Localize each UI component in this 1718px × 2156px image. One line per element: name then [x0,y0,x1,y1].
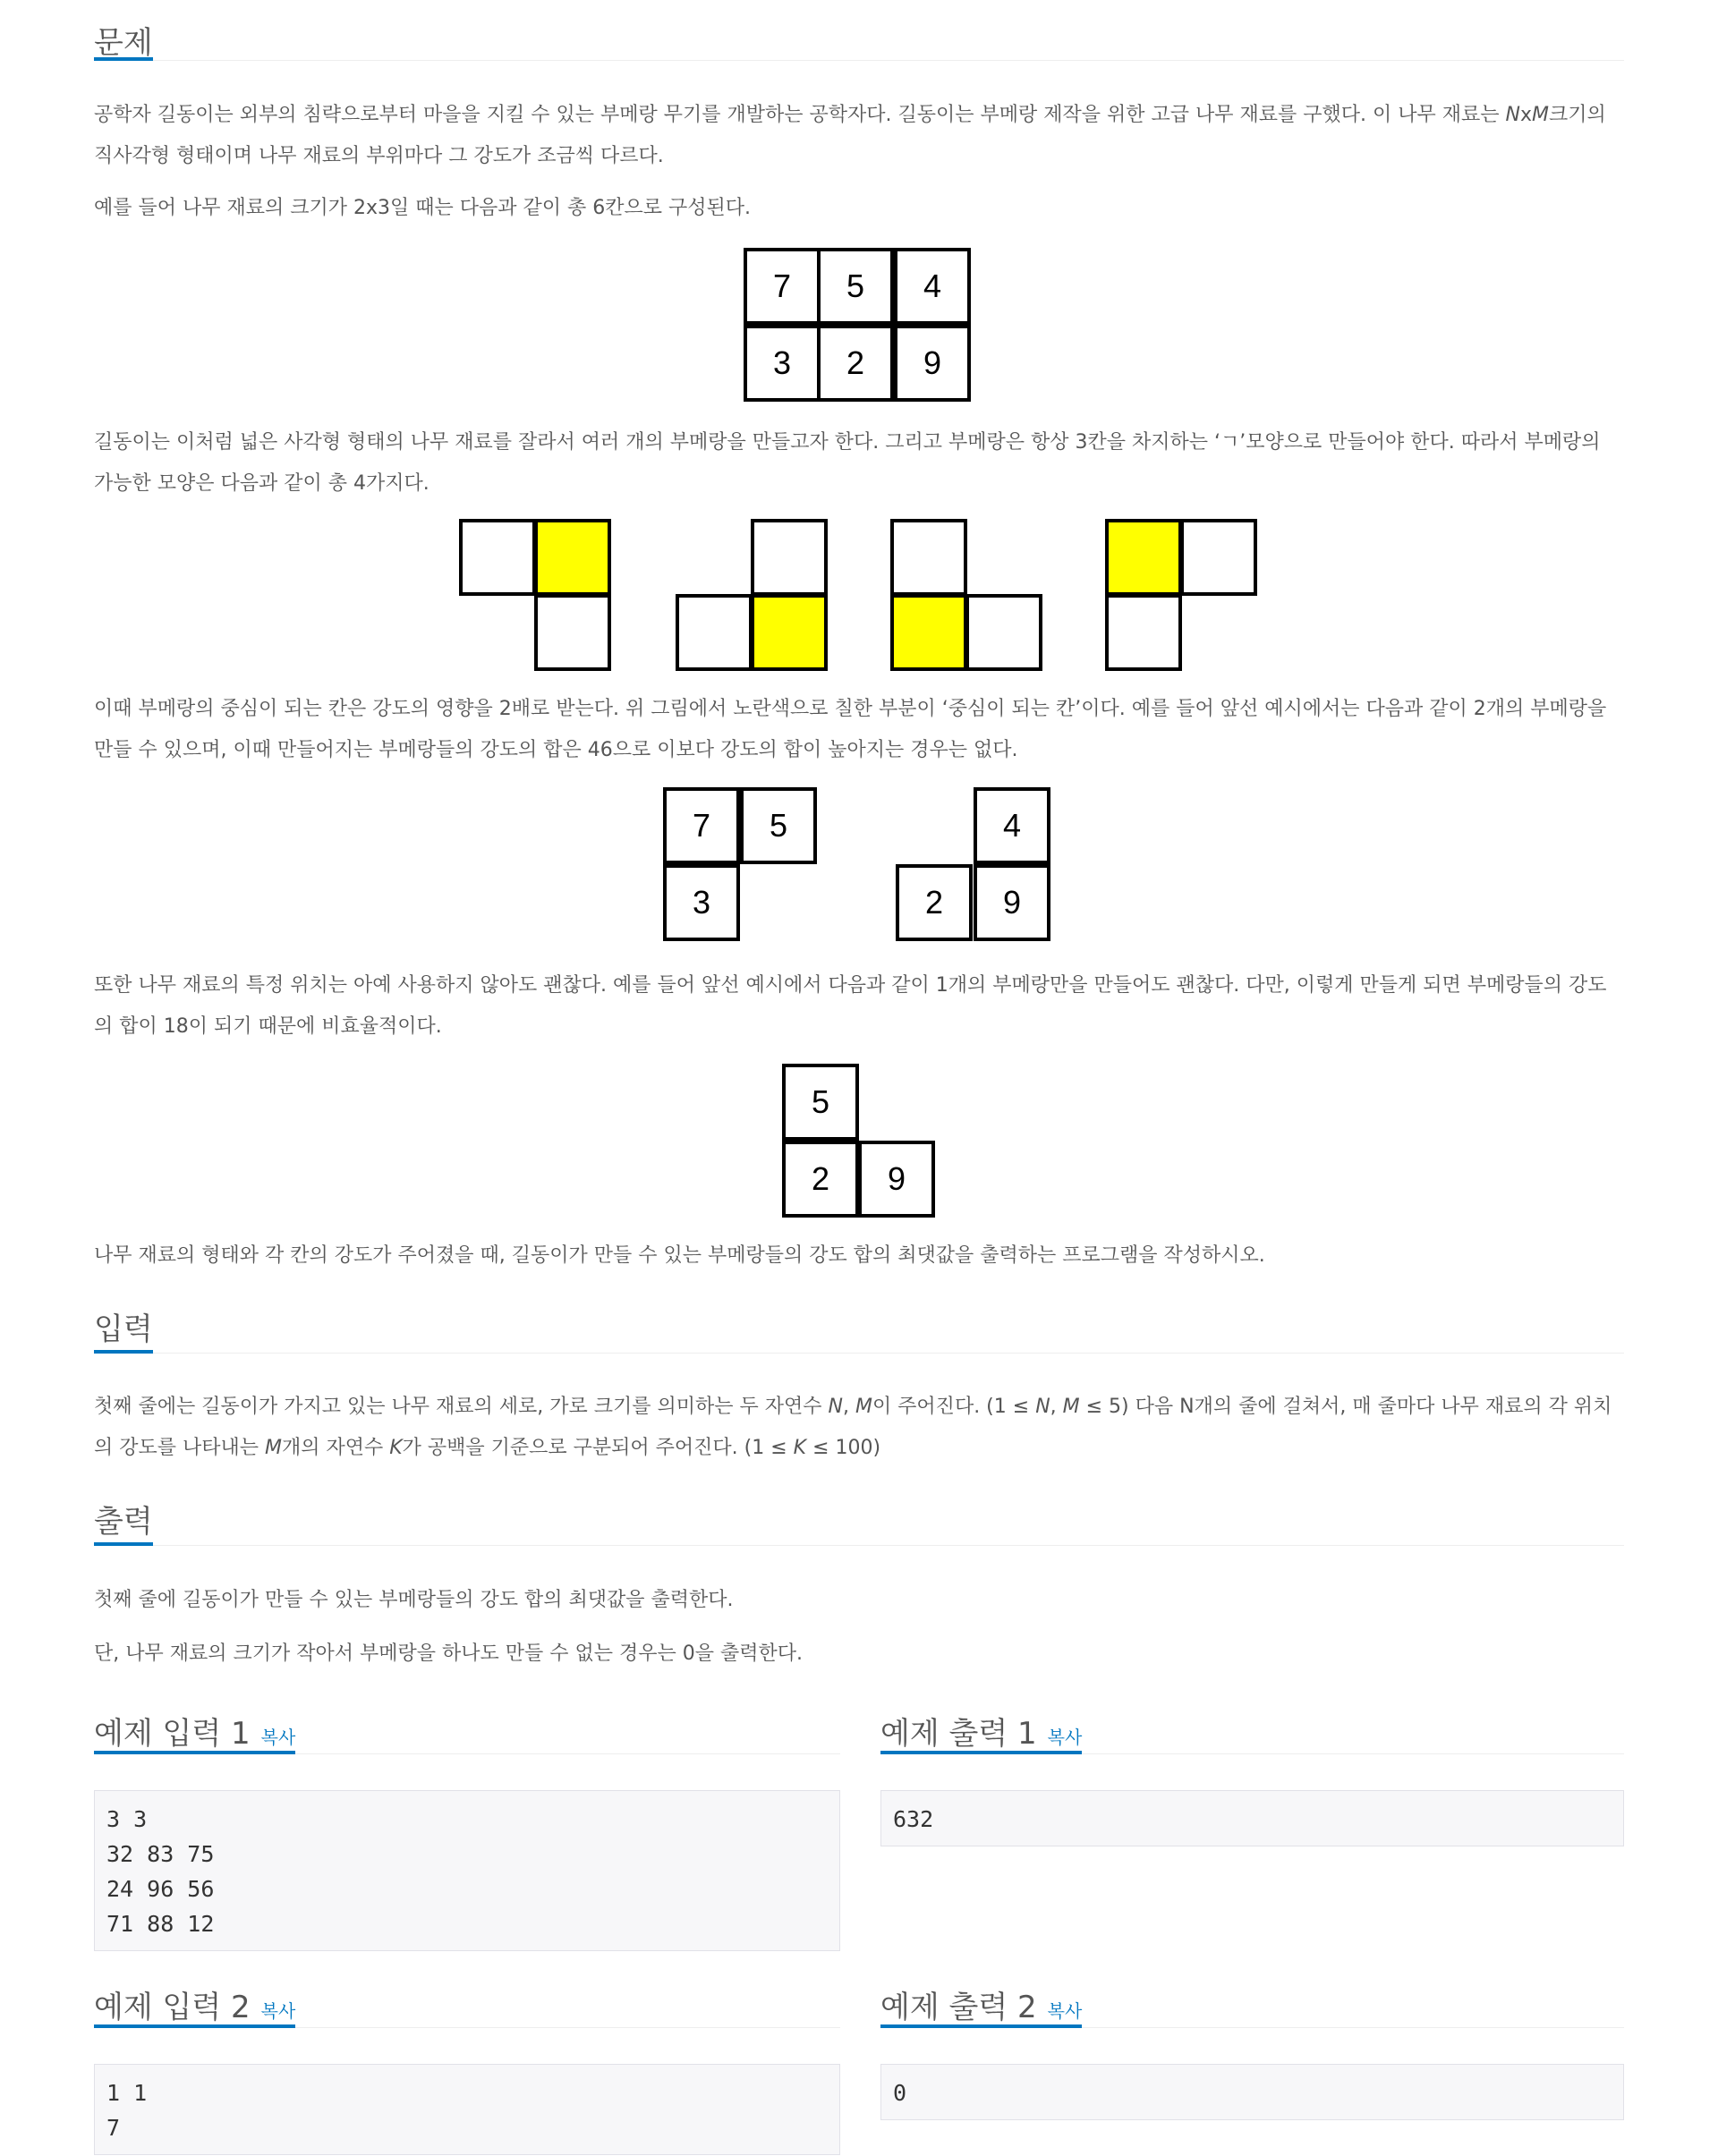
shape-cell [1105,594,1182,671]
shape-cell [459,519,536,596]
sample-output-1-title: 예제 출력 1 복사 [880,1713,1082,1754]
grid-cell: 4 [894,248,971,325]
grid-cell: 4 [974,787,1050,864]
shape-cell [1180,519,1257,596]
input-heading: 입력 [94,1305,153,1354]
problem-section-header [94,25,1624,61]
problem-paragraph-3: 길동이는 이처럼 넓은 사각형 형태의 나무 재료를 잘라서 여러 개의 부메랑을 만들고자 한다. 그리고 부메랑은 항상 3칸을 차지하는 ‘ㄱ’모양으로 만들어야 한다. 따라서 부메랑의 가능한 모양은 다음과 같이 총 4가지다. [94,431,1601,495]
sample-output-2: 0 [880,2064,1624,2120]
sample-input-1: 3 3 32 83 75 24 96 56 71 88 12 [94,1790,840,1951]
sample-output-2-title: 예제 출력 2 복사 [880,1987,1082,2028]
grid-cell: 9 [858,1141,935,1218]
output-paragraph-1: 첫째 줄에 길동이가 만들 수 있는 부메랑들의 강도 합의 최댓값을 출력한다. [94,1589,734,1611]
copy-button[interactable]: 복사 [260,1727,296,1748]
output-heading: 출력 [94,1498,153,1546]
output-paragraph-2: 단, 나무 재료의 크기가 작아서 부메랑을 하나도 만들 수 없는 경우는 0을 출력한다. [94,1642,803,1665]
input-section-header [94,1305,1624,1354]
grid-cell: 3 [744,325,821,402]
grid-cell: 5 [782,1064,859,1141]
grid-cell: 5 [740,787,817,864]
sample-output-2-header [880,1987,1624,2028]
grid-cell: 9 [894,325,971,402]
shape-cell [890,519,967,596]
grid-cell: 5 [817,248,894,325]
grid-cell: 2 [782,1141,859,1218]
shape-cell [676,594,753,671]
problem-paragraph-2: 예를 들어 나무 재료의 크기가 2x3일 때는 다음과 같이 총 6칸으로 구성된다. [94,197,751,219]
grid-cell: 3 [663,864,740,941]
grid-cell: 9 [974,864,1050,941]
grid-cell: 7 [744,248,821,325]
grid-cell: 2 [817,325,894,402]
sample-output-1: 632 [880,1790,1624,1846]
sample-input-1-header [94,1713,840,1754]
problem-paragraph-5: 또한 나무 재료의 특정 위치는 아예 사용하지 않아도 괜찮다. 예를 들어 앞선 예시에서 다음과 같이 1개의 부메랑만을 만들어도 괜찮다. 다만, 이렇게 만들게 되면 부메랑들의 강도의 합이 18이 되기 때문에 비효율적이다. [94,974,1607,1038]
shape-center-cell [1105,519,1182,596]
copy-button[interactable]: 복사 [1047,1727,1083,1748]
output-section-header [94,1498,1624,1546]
copy-button[interactable]: 복사 [1047,2000,1083,2022]
shape-center-cell [890,594,967,671]
input-paragraph: 첫째 줄에는 길동이가 가지고 있는 나무 재료의 세로, 가로 크기를 의미하는 두 자연수 N, M이 주어진다. (1 ≤ N, M ≤ 5) 다음 N개의 줄에 걸쳐서, 매 줄마다 나무 재료의 각 위치의 강도를 나타내는 M개의 자연수 K가 공백을 기준으로 구분되어 주어진다. (1 ≤ K ≤ 100) [94,1396,1612,1459]
problem-paragraph-4: 이때 부메랑의 중심이 되는 칸은 강도의 영향을 2배로 받는다. 위 그림에서 노란색으로 칠한 부분이 ‘중심이 되는 칸’이다. 예를 들어 앞선 예시에서는 다음과 같이 2개의 부메랑을 만들 수 있으며, 이때 만들어지는 부메랑들의 강도의 합은 46으로 이보다 강도의 합이 높아지는 경우는 없다. [94,698,1607,761]
sample-input-2-header [94,1987,840,2028]
shape-cell [751,519,828,596]
sample-output-1-header [880,1713,1624,1754]
sample-input-1-title: 예제 입력 1 복사 [94,1713,295,1754]
grid-cell: 2 [896,864,973,941]
shape-center-cell [751,594,828,671]
shape-cell [965,594,1042,671]
problem-heading: 문제 [94,25,153,61]
shape-center-cell [534,519,611,596]
problem-paragraph-6: 나무 재료의 형태와 각 칸의 강도가 주어졌을 때, 길동이가 만들 수 있는 부메랑들의 강도 합의 최댓값을 출력하는 프로그램을 작성하시오. [94,1244,1265,1267]
grid-cell: 7 [663,787,740,864]
problem-paragraph-1: 공학자 길동이는 외부의 침략으로부터 마을을 지킬 수 있는 부메랑 무기를 개발하는 공학자다. 길동이는 부메랑 제작을 위한 고급 나무 재료를 구했다. 이 나무 재료는 NxM크기의 직사각형 형태이며 나무 재료의 부위마다 그 강도가 조금씩 다르다. [94,104,1606,167]
copy-button[interactable]: 복사 [260,2000,296,2022]
sample-input-2-title: 예제 입력 2 복사 [94,1987,295,2028]
sample-input-2: 1 1 7 [94,2064,840,2155]
shape-cell [534,594,611,671]
